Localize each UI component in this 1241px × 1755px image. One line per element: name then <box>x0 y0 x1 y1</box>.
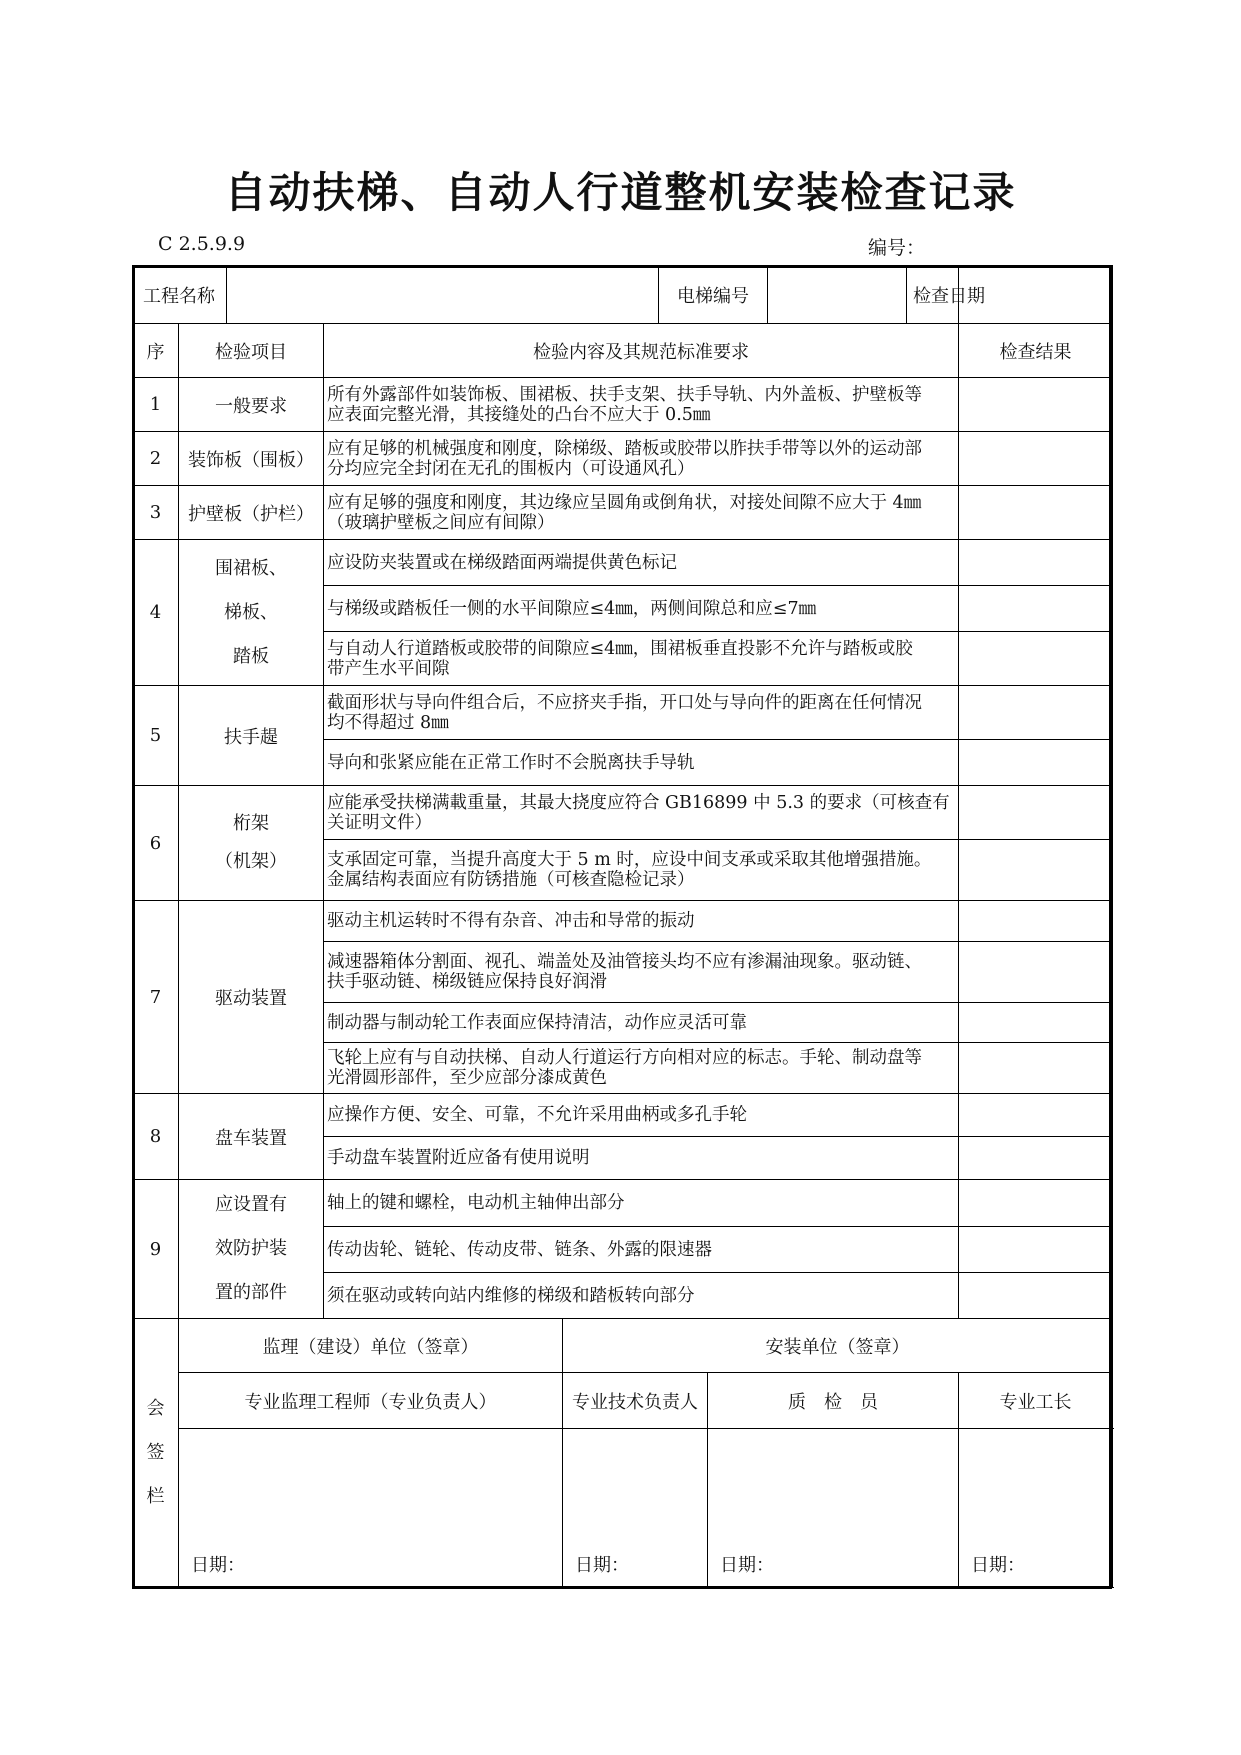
item-name: 桁架 （机架） <box>179 786 324 901</box>
countersign-side-label: 会 签 栏 <box>133 1319 179 1588</box>
sign-role-row <box>133 1373 1113 1429</box>
foreman-label: 专业工长 <box>959 1373 1113 1429</box>
requirement-text: 应操作方便、安全、可靠，不允许采用曲柄或多孔手轮 <box>324 1094 959 1137</box>
project-name-label: 工程名称 <box>133 266 227 324</box>
requirement-text: 应设防夹装置或在梯级踏面两端提供黄色标记 <box>324 540 959 586</box>
row-number: 5 <box>133 686 179 786</box>
table-row <box>133 901 1113 942</box>
requirement-text: 支承固定可靠，当提升高度大于 5 m 时，应设中间支承或采取其他增强措施。 金属结构表面应有防锈措施（可核查隐检记录） <box>324 840 959 901</box>
item-name: 驱动装置 <box>179 901 324 1094</box>
result-cell[interactable] <box>959 1227 1113 1273</box>
result-cell[interactable] <box>959 1180 1113 1227</box>
sign-area-row <box>133 1429 1113 1588</box>
row-number: 4 <box>133 540 179 686</box>
requirement-text: 导向和张紧应能在正常工作时不会脱离扶手导轨 <box>324 740 959 786</box>
elevator-no-label: 电梯编号 <box>659 266 768 324</box>
qc-signature-area[interactable] <box>708 1429 959 1588</box>
item-name: 装饰板（围板） <box>179 432 324 486</box>
requirement-text: 传动齿轮、链轮、传动皮带、链条、外露的限速器 <box>324 1227 959 1273</box>
requirement-text: 与梯级或踏板任一侧的水平间隙应≤4㎜，两侧间隙总和应≤7㎜ <box>324 586 959 632</box>
install-unit-label: 安装单位（签章） <box>563 1319 1113 1373</box>
result-cell[interactable] <box>959 786 1113 840</box>
col-seq: 序 <box>133 324 179 378</box>
item-name: 护壁板（护栏） <box>179 486 324 540</box>
header-row <box>133 266 1113 324</box>
requirement-text: 飞轮上应有与自动扶梯、自动人行道运行方向相对应的标志。手轮、制动盘等 光滑圆形部件，至少应部分漆成黄色 <box>324 1043 959 1094</box>
item-name: 盘车装置 <box>179 1094 324 1180</box>
row-number: 7 <box>133 901 179 1094</box>
col-item: 检验项目 <box>179 324 324 378</box>
column-header-row <box>133 324 1113 378</box>
col-result: 检查结果 <box>959 324 1113 378</box>
result-cell[interactable] <box>959 942 1113 1003</box>
supervision-unit-label: 监理（建设）单位（签章） <box>179 1319 563 1373</box>
item-name: 扶手趧 <box>179 686 324 786</box>
project-name-value[interactable] <box>227 266 659 324</box>
result-cell[interactable] <box>959 1003 1113 1043</box>
result-cell[interactable] <box>959 1043 1113 1094</box>
sign-unit-row <box>133 1319 1113 1373</box>
table-row <box>133 1094 1113 1137</box>
inspect-date-label: 检查日期 <box>907 266 959 324</box>
foreman-signature-area[interactable] <box>959 1429 1113 1588</box>
requirement-text: 与自动人行道踏板或胶带的间隙应≤4㎜，围裙板垂直投影不允许与踏板或胶 带产生水平间隙 <box>324 632 959 686</box>
row-number: 8 <box>133 1094 179 1180</box>
tech-lead-signature-area[interactable] <box>563 1429 708 1588</box>
table-row <box>133 432 1113 486</box>
requirement-text: 驱动主机运转时不得有杂音、冲击和导常的振动 <box>324 901 959 942</box>
requirement-text: 应有足够的强度和刚度，其边缘应呈圆角或倒角状，对接处间隙不应大于 4㎜ （玻璃护壁板之间应有间隙） <box>324 486 959 540</box>
requirement-text: 应能承受扶梯满載重量，其最大挠度应符合 GB16899 中 5.3 的要求（可核查有 关证明文件） <box>324 786 959 840</box>
date-label: 日期： <box>575 1555 629 1576</box>
tech-lead-label: 专业技术负责人 <box>563 1373 708 1429</box>
result-cell[interactable] <box>959 540 1113 586</box>
table-row <box>133 1180 1113 1227</box>
table-row <box>133 486 1113 540</box>
requirement-text: 减速器箱体分割面、视孔、端盖处及油管接头均不应有渗漏油现象。驱动链、 扶手驱动链、梯级链应保持良好润滑 <box>324 942 959 1003</box>
requirement-text: 应有足够的机械强度和刚度，除梯级、踏板或胶带以胙扶手带等以外的运动部 分均应完全封闭在无孔的围板内（可设通风孔） <box>324 432 959 486</box>
elevator-no-value[interactable] <box>768 266 907 324</box>
date-label: 日期： <box>191 1555 245 1576</box>
table-row <box>133 378 1113 432</box>
requirement-text: 截面形状与导向件组合后，不应挤夹手指，开口处与导向件的距离在任何情况 均不得超过 8㎜ <box>324 686 959 740</box>
result-cell[interactable] <box>959 901 1113 942</box>
result-cell[interactable] <box>959 1273 1113 1319</box>
supervisor-signature-area[interactable] <box>179 1429 563 1588</box>
item-name: 应设置有 效防护装 置的部件 <box>179 1180 324 1319</box>
serial-number-label: 编号： <box>868 237 926 259</box>
date-label: 日期： <box>720 1555 774 1576</box>
result-cell[interactable] <box>959 686 1113 740</box>
requirement-text: 轴上的键和螺栓，电动机主轴伸出部分 <box>324 1180 959 1227</box>
col-content: 检验内容及其规范标准要求 <box>324 324 959 378</box>
result-cell[interactable] <box>959 586 1113 632</box>
row-number: 2 <box>133 432 179 486</box>
requirement-text: 所有外露部件如装饰板、围裙板、扶手支架、扶手导轨、内外盖板、护壁板等 应表面完整光滑，其接缝处的凸台不应大于 0.5㎜ <box>324 378 959 432</box>
result-cell[interactable] <box>959 1094 1113 1137</box>
result-cell[interactable] <box>959 378 1113 432</box>
date-label: 日期： <box>971 1555 1025 1576</box>
requirement-text: 手动盘车装置附近应备有使用说明 <box>324 1137 959 1180</box>
result-cell[interactable] <box>959 632 1113 686</box>
table-row <box>133 540 1113 586</box>
item-name: 一般要求 <box>179 378 324 432</box>
requirement-text: 制动器与制动轮工作表面应保持清洁，动作应灵活可靠 <box>324 1003 959 1043</box>
row-number: 6 <box>133 786 179 901</box>
page-title: 自动扶梯、自动人行道整机安装检查记录 <box>224 168 1017 217</box>
table-row <box>133 686 1113 740</box>
result-cell[interactable] <box>959 740 1113 786</box>
row-number: 3 <box>133 486 179 540</box>
result-cell[interactable] <box>959 840 1113 901</box>
item-name: 围裙板、 梯板、 踏板 <box>179 540 324 686</box>
table-row <box>133 786 1113 840</box>
result-cell[interactable] <box>959 1137 1113 1180</box>
form-code: C 2.5.9.9 <box>158 233 246 255</box>
row-number: 9 <box>133 1180 179 1319</box>
result-cell[interactable] <box>959 486 1113 540</box>
result-cell[interactable] <box>959 432 1113 486</box>
requirement-text: 须在驱动或转向站内维修的梯级和踏板转向部分 <box>324 1273 959 1319</box>
row-number: 1 <box>133 378 179 432</box>
qc-inspector-label: 质 检 员 <box>708 1373 959 1429</box>
supervisor-engineer-label: 专业监理工程师（专业负责人） <box>179 1373 563 1429</box>
inspection-record-table <box>132 265 1113 1588</box>
